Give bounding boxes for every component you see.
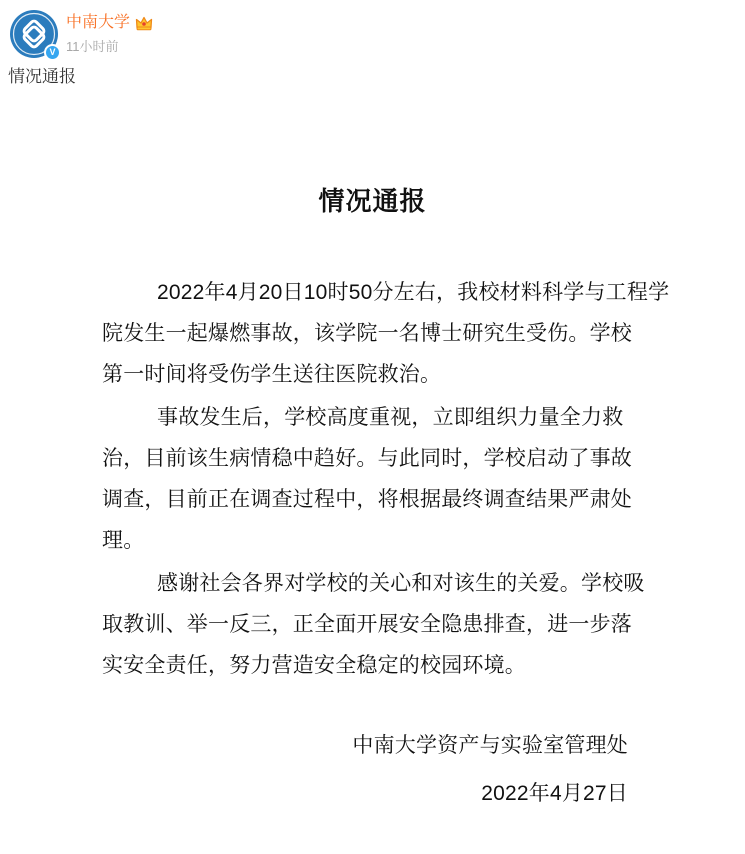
notice-line: 事故发生后，学校高度重视，立即组织力量全力救: [157, 406, 624, 429]
notice-line: 调查，目前正在调查过程中，将根据最终调查结果严肃处: [102, 488, 632, 511]
post-timestamp[interactable]: 11小时前: [66, 39, 119, 54]
vip-crown-icon[interactable]: [135, 15, 153, 31]
notice-line: 理。: [102, 529, 145, 552]
notice-title: 情况通报: [318, 186, 427, 216]
notice-paragraph: [102, 563, 662, 686]
notice-line: 第一时间将受伤学生送往医院救治。: [102, 363, 442, 386]
notice-image[interactable]: [0, 100, 745, 854]
verified-badge-icon: V: [44, 44, 61, 61]
author-row: [66, 13, 153, 33]
notice-signature-block: [352, 725, 628, 814]
notice-paragraph: [102, 272, 670, 395]
notice-paragraph: [102, 397, 662, 561]
notice-date: 2022年4月27日: [481, 782, 628, 805]
notice-body: [102, 272, 670, 688]
author-name[interactable]: 中南大学: [66, 14, 131, 31]
notice-line: 实安全责任，努力营造安全稳定的校园环境。: [102, 654, 526, 677]
notice-signature: 中南大学资产与实验室管理处: [352, 734, 628, 757]
notice-line: 取教训、举一反三，正全面开展安全隐患排查，进一步落: [102, 613, 632, 636]
notice-line: 感谢社会各界对学校的关心和对该生的关爱。学校吸: [157, 572, 645, 595]
notice-line: 治，目前该生病情稳中趋好。与此同时，学校启动了事故: [102, 447, 632, 470]
notice-line: 院发生一起爆燃事故，该学院一名博士研究生受伤。学校: [102, 322, 632, 345]
notice-line: 2022年4月20日10时50分左右，我校材料科学与工程学: [157, 281, 670, 304]
post-text: 情况通报: [8, 67, 76, 86]
author-avatar[interactable]: [10, 10, 58, 58]
